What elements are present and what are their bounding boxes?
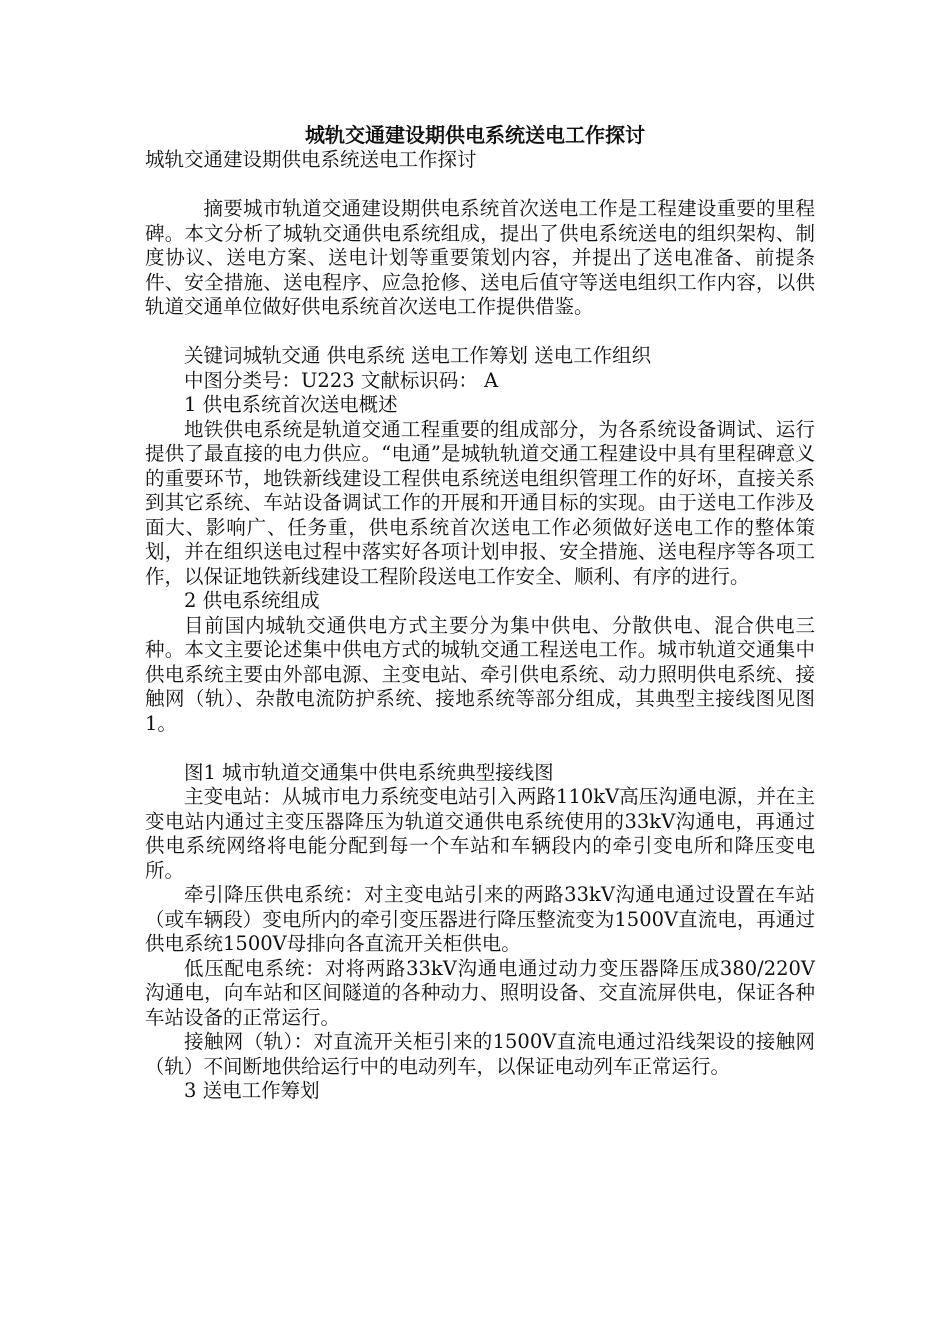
paragraph: 1 供电系统首次送电概述 xyxy=(184,393,398,416)
paragraph: 接触网（轨）：对直流开关柜引来的1500V直流电通过沿线架设的接触网（轨）不间断地供给运行中的电动列车，以保证电动列车正常运行。 xyxy=(145,1030,815,1078)
paragraph: 牵引降压供电系统：对主变电站引来的两路33kV沟通电通过设置在车站（或车辆段）变电所内的牵引变压器进行降压整流变为1500V直流电，再通过供电系统1500V母排向各直流开关柜供电。 xyxy=(145,883,815,955)
paragraph: 低压配电系统：对将两路33kV沟通电通过动力变压器降压成380/220V沟通电，向车站和区间隧道的各种动力、照明设备、交直流屏供电，保证各种车站设备的正常运行。 xyxy=(145,956,815,1029)
paragraph: 摘要城市轨道交通建设期供电系统首次送电工作是工程建设重要的里程碑。本文分析了城轨交通供电系统组成，提出了供电系统送电的组织架构、制度协议、送电方案、送电计划等重要策划内容，并提出了送电准备、前提条件、安全措施、送电程序、应急抢修、送电后值守等送电组织工作内容，以供轨道交通单位做好供电系统首次送电工作提供借鉴。 xyxy=(145,197,815,318)
document-title: 城轨交通建设期供电系统送电工作探讨 xyxy=(305,123,645,147)
paragraph: 3 送电工作筹划 xyxy=(184,1079,320,1102)
blank-line xyxy=(145,736,815,761)
paragraph: 主变电站：从城市电力系统变电站引入两路110kV高压沟通电源，并在主变电站内通过主变压器降压为轨道交通供电系统使用的33kV沟通电，再通过供电系统网络将电能分配到每一个车站和车辆段内的牵引变电所和降压变电所。 xyxy=(145,785,815,882)
blank-line xyxy=(145,320,815,345)
paragraph: 中图分类号：U223 文献标识码： A xyxy=(184,368,499,392)
document-body xyxy=(145,148,815,1104)
paragraph: 地铁供电系统是轨道交通工程重要的组成部分，为各系统设备调试、运行提供了最直接的电力供应。“电通”是城轨轨道交通工程建设中具有里程碑意义的重要环节，地铁新线建设工程供电系统送电组织管理工作的好坏，直接关系到其它系统、车站设备调试工作的开展和开通目标的实现。由于送电工作涉及面大、影响广、任务重，供电系统首次送电工作必须做好送电工作的整体策划，并在组织送电过程中落实好各项计划申报、安全措施、送电程序等各项工作，以保证地铁新线建设工程阶段送电工作安全、顺利、有序的进行。 xyxy=(145,417,815,588)
paragraph: 目前国内城轨交通供电方式主要分为集中供电、分散供电、混合供电三种。本文主要论述集中供电方式的城轨交通工程送电工作。城市轨道交通集中供电系统主要由外部电源、主变电站、牵引供电系统、动力照明供电系统、接触网（轨）、杂散电流防护系统、接地系统等部分组成，其典型主接线图见图1。 xyxy=(145,613,815,735)
paragraph: 图1 城市轨道交通集中供电系统典型接线图 xyxy=(184,760,554,784)
blank-line xyxy=(145,173,815,198)
paragraph: 2 供电系统组成 xyxy=(184,589,320,612)
paragraph: 关键词城轨交通 供电系统 送电工作筹划 送电工作组织 xyxy=(184,344,652,367)
paragraph: 城轨交通建设期供电系统送电工作探讨 xyxy=(145,148,477,171)
